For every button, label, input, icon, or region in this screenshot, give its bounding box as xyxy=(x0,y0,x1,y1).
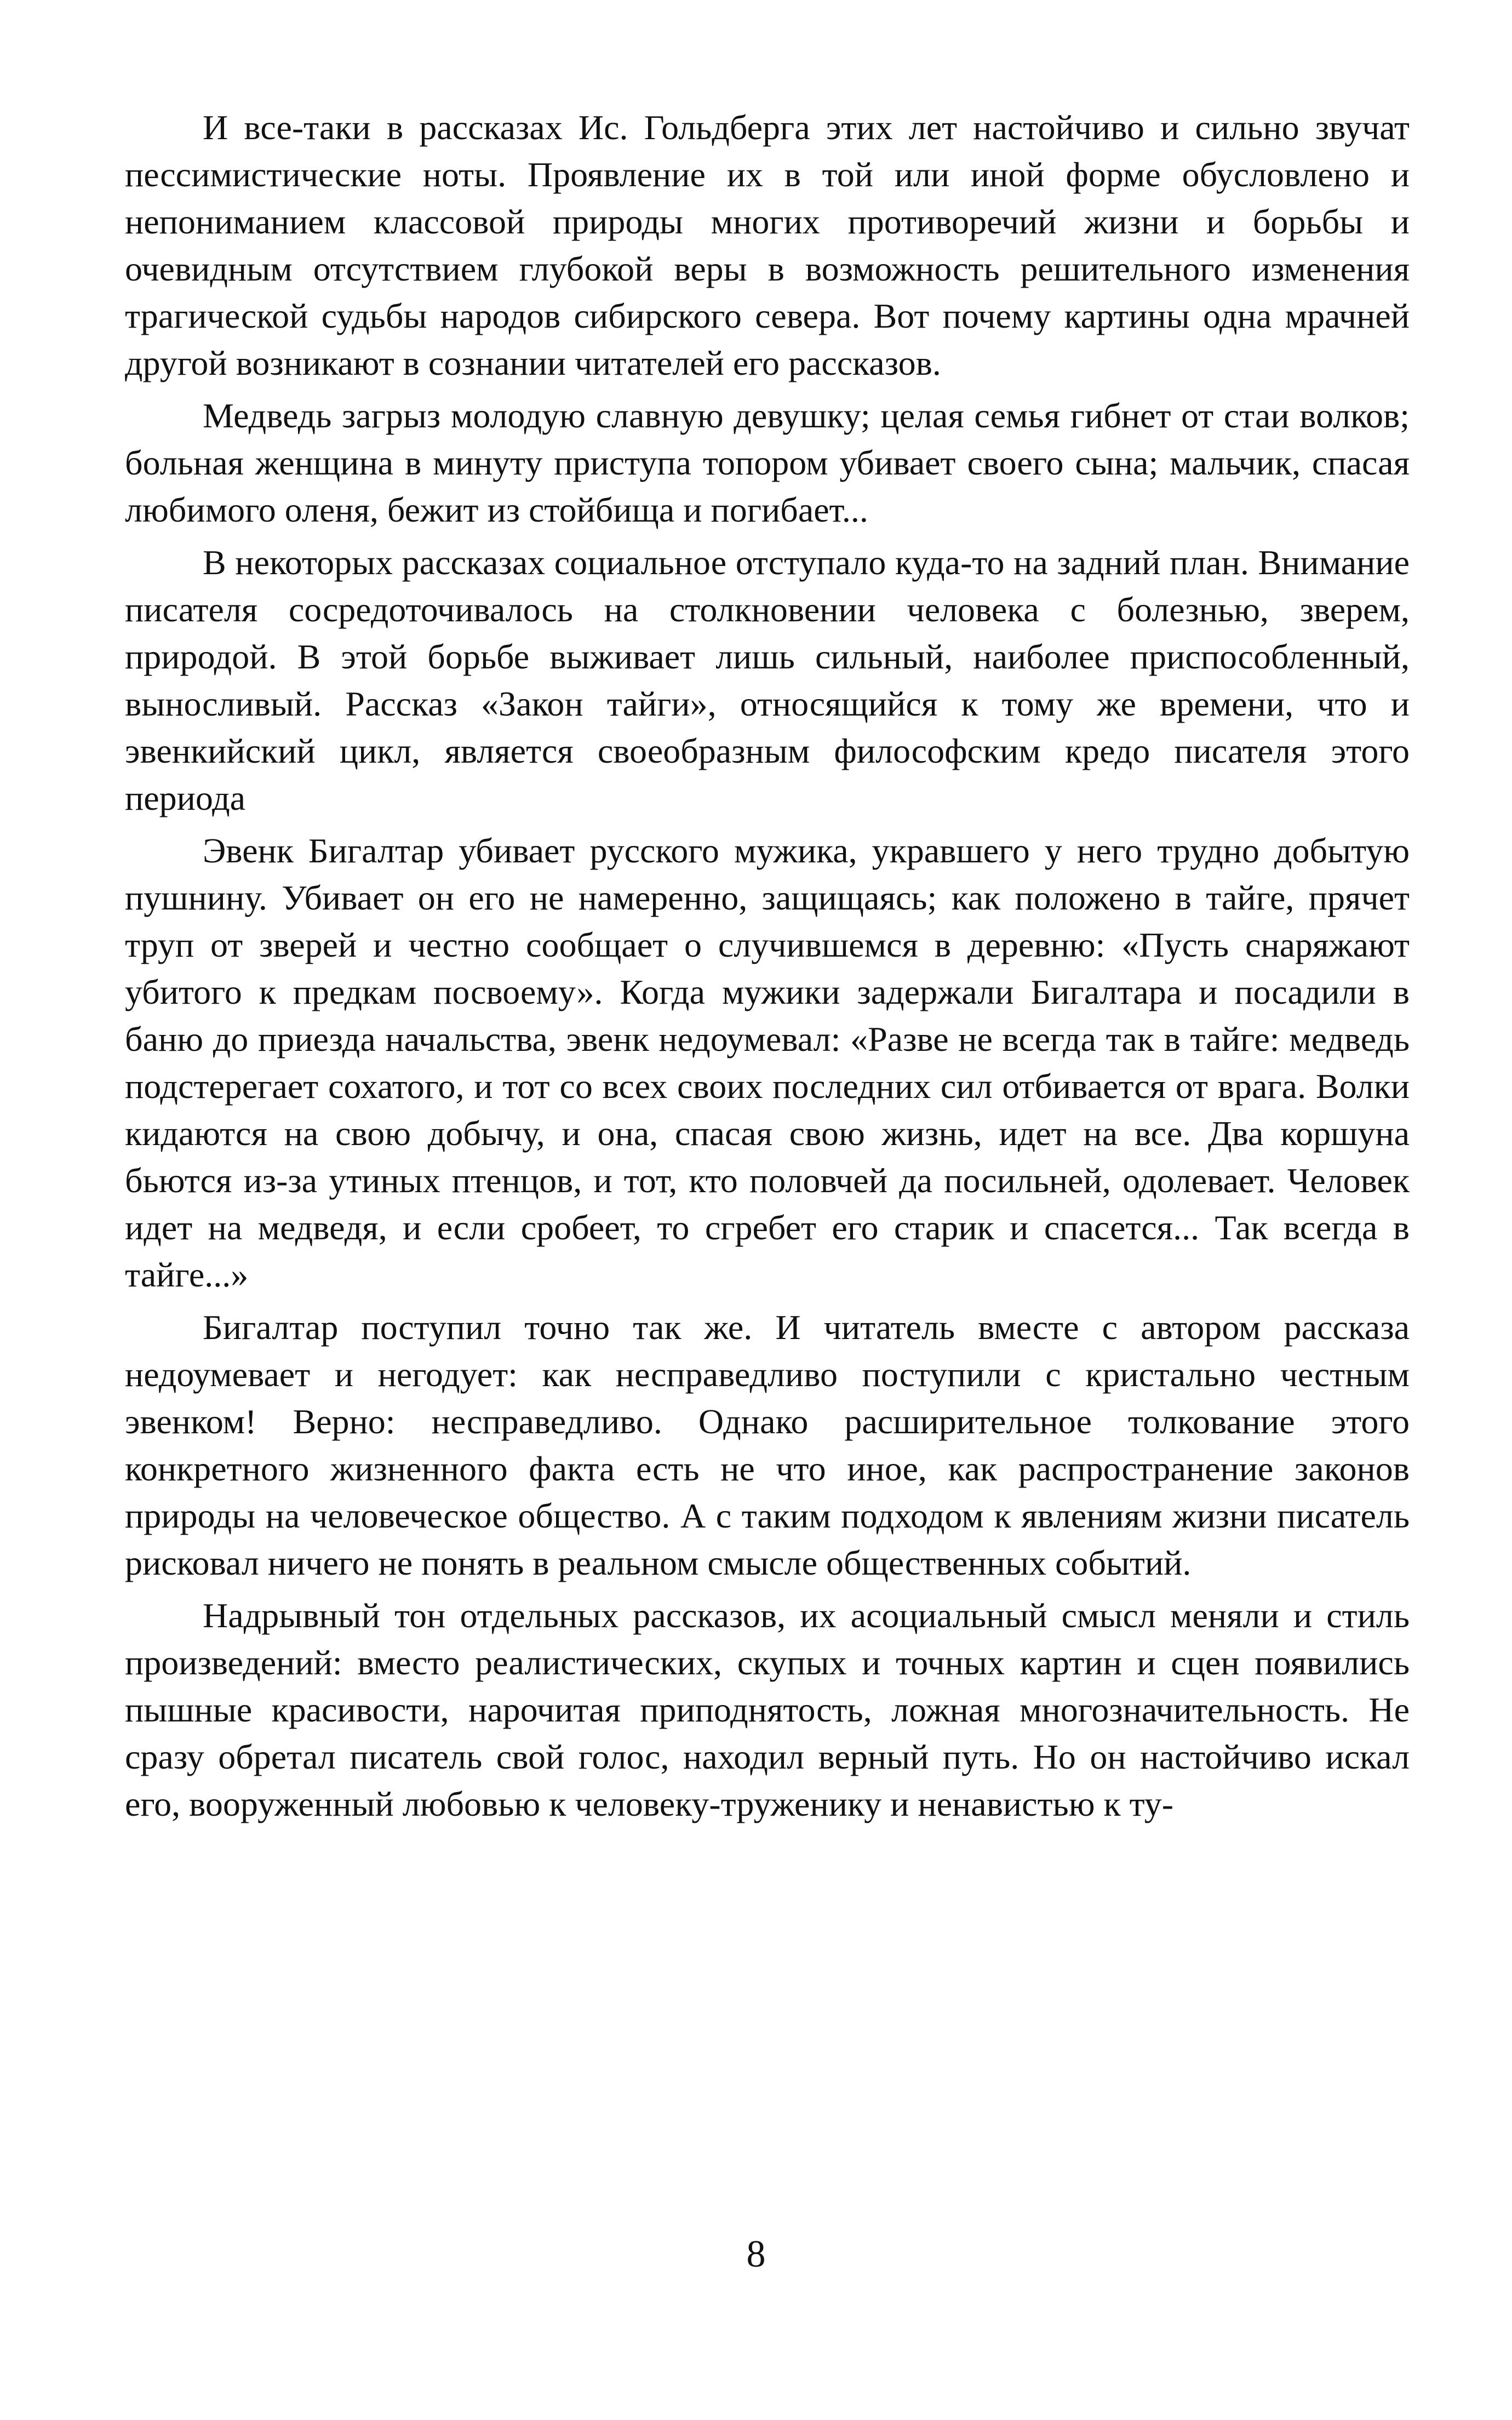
body-text xyxy=(125,104,1410,1833)
paragraph: Эвенк Бигалтар убивает русского мужика, укравшего у него трудно добытую пушнину. Убивает он его не намеренно, защищаясь; как положено в тайге, прячет труп от зверей и честно сообщает о случившемся в деревню: «Пусть снаряжают убитого к предкам посвоему». Когда мужики задержали Бигалтара и посадили в баню до приезда начальства, эвенк недоумевал: «Разве не всегда так в тайге: медведь подстерегает сохатого, и тот со всех своих последних сил отбивается от врага. Волки кидаются на свою добычу, и она, спасая свою жизнь, идет на все. Два коршуна бьются из-за утиных птенцов, и тот, кто половчей да посильней, одолевает. Человек идет на медведя, и если сробеет, то сгребет его старик и спасется... Так всегда в тайге...» xyxy=(125,831,1410,1294)
paragraph: В некоторых рассказах социальное отступало куда-то на задний план. Внимание писателя сосредоточивалось на столкновении человека с болезнью, зверем, природой. В этой борьбе выживает лишь сильный, наиболее приспособленный, выносливый. Рассказ «Закон тайги», относящийся к тому же времени, что и эвенкийский цикл, является своеобразным философским кредо писателя этого периода xyxy=(125,543,1410,817)
page-number: 8 xyxy=(746,2233,766,2275)
paragraph: Надрывный тон отдельных рассказов, их асоциальный смысл меняли и стиль произведений: вместо реалистических, скупых и точных картин и сцен появились пышные красивости, нарочитая приподнятость, ложная многозначительность. Не сразу обретал писатель свой голос, находил верный путь. Но он настойчиво искал его, вооруженный любовью к человеку-труженику и ненавистью к ту- xyxy=(125,1596,1410,1823)
paragraph: Медведь загрыз молодую славную девушку; целая семья гибнет от стаи волков; больная женщина в минуту приступа топором убивает своего сына; мальчик, спасая любимого оленя, бежит из стойбища и погибает... xyxy=(125,396,1410,529)
paragraph: И все-таки в рассказах Ис. Гольдберга этих лет настойчиво и сильно звучат пессимистические ноты. Проявление их в той или иной форме обусловлено и непониманием классовой природы многих противоречий жизни и борьбы и очевидным отсутствием глубокой веры в возможность решительного изменения трагической судьбы народов сибирского севера. Вот почему картины одна мрачней другой возникают в сознании читателей его рассказов. xyxy=(125,108,1410,382)
paragraph: Бигалтар поступил точно так же. И читатель вместе с автором рассказа недоумевает и негодует: как несправедливо поступили с кристально честным эвенком! Верно: несправедливо. Однако расширительное толкование этого конкретного жизненного факта есть не что иное, как распространение законов природы на человеческое общество. А с таким подходом к явлениям жизни писатель рисковал ничего не понять в реальном смысле общественных событий. xyxy=(125,1308,1410,1582)
